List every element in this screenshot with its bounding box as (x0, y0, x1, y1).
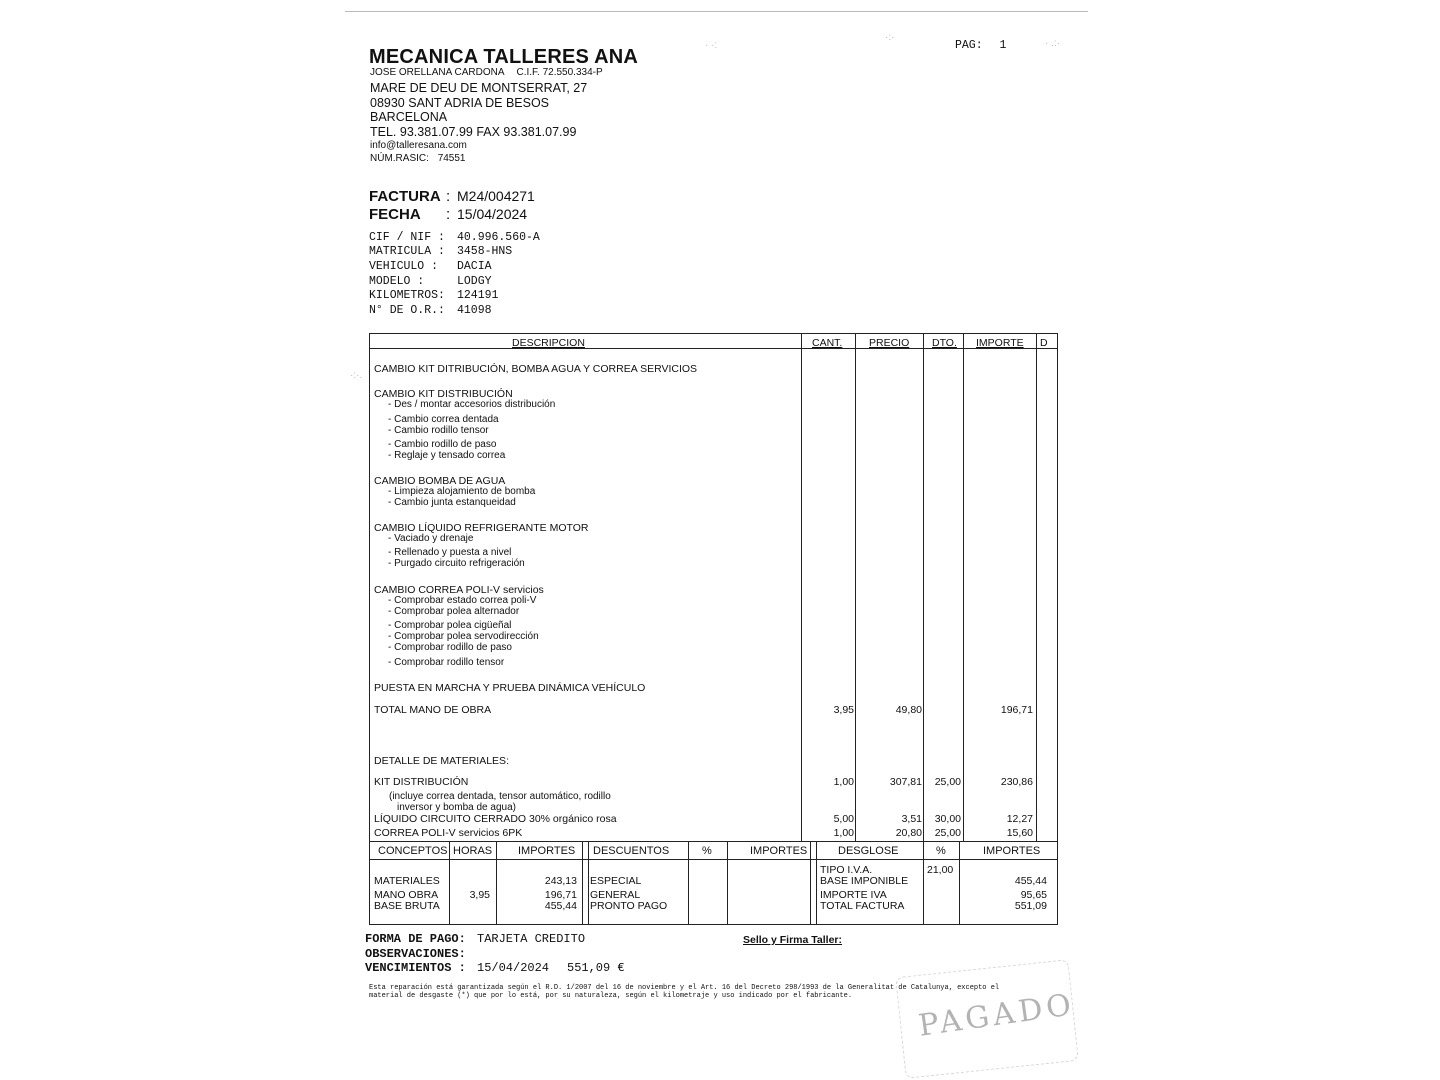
summary-total: 551,09 (1014, 900, 1047, 912)
mano-obra-importe: 196,71 (1000, 704, 1033, 716)
vencimientos-label: VENCIMIENTOS : (365, 961, 466, 975)
summary-divider (727, 841, 728, 924)
rasic-label: NÚM.RASIC: (370, 153, 429, 164)
company-street: MARE DE DEU DE MONTSERRAT, 27 (370, 81, 588, 95)
observaciones-label: OBSERVACIONES: (365, 947, 466, 961)
summary-header-conceptos: CONCEPTOS (378, 845, 448, 857)
line-subitem: - Comprobar polea servodirección (388, 631, 539, 642)
line-subitem: - Cambio rodillo tensor (388, 425, 489, 436)
mano-obra-cant: 3,95 (833, 704, 854, 716)
line-subitem: - Comprobar estado correa poli-V (388, 595, 537, 606)
factura-value: M24/004271 (457, 188, 535, 204)
factura-separator: : (446, 188, 451, 205)
line-material: KIT DISTRIBUCIÓN (374, 776, 469, 788)
summary-header-importes: IMPORTES (750, 845, 808, 857)
col-divider (801, 334, 802, 841)
line-subitem: - Reglaje y tensado correa (388, 450, 506, 461)
line-subitem: - Cambio correa dentada (388, 414, 499, 425)
summary-header-desglose: DESGLOSE (838, 845, 899, 857)
summary-horas: 3,95 (469, 889, 490, 901)
line-subitem: - Rellenado y puesta a nivel (388, 547, 512, 558)
header-d: D (1040, 337, 1048, 349)
summary-desglose: TIPO I.V.A. (820, 864, 873, 876)
vehicle-value: 124191 (457, 289, 499, 302)
invoice-table (369, 333, 1058, 925)
line-subitem: - Vaciado y drenaje (388, 533, 474, 544)
vehicle-value: LODGY (457, 275, 492, 288)
line-material-note: inversor y bomba de agua) (397, 802, 516, 813)
vencimientos-amount: 551,09 € (567, 961, 625, 975)
material-dto: 25,00 (934, 776, 961, 788)
summary-desglose: TOTAL FACTURA (820, 900, 905, 912)
page-number (955, 39, 1006, 52)
line-material: CORREA POLI-V servicios 6PK (374, 827, 523, 839)
scan-speck: · .:· (1045, 38, 1060, 49)
line-item: CAMBIO BOMBA DE AGUA (374, 475, 506, 487)
header-descripcion: DESCRIPCION (512, 337, 585, 349)
company-email: info@talleresana.com (370, 140, 467, 151)
summary-desglose: IMPORTE IVA (820, 889, 887, 901)
summary-header-pct: % (936, 845, 946, 857)
company-owner-line (370, 67, 603, 78)
line-item: CAMBIO KIT DITRIBUCIÓN, BOMBA AGUA Y CORREA SERVICIOS (374, 363, 698, 375)
company-phones: TEL. 93.381.07.99 FAX 93.381.07.99 (370, 125, 577, 139)
fecha-value: 15/04/2024 (457, 206, 528, 222)
scan-speck: ·:·. (350, 370, 363, 381)
line-item: CAMBIO CORREA POLI-V servicios (374, 584, 544, 596)
paid-stamp: PAGADO (916, 987, 1078, 1044)
line-item: CAMBIO LÍQUIDO REFRIGERANTE MOTOR (374, 522, 589, 534)
legal-text: Esta reparación está garantizada según el R.D. 1/2007 del 16 de noviembre y el Art. 16 del Decreto 298/1993 de la Generalitat de Catalunya, excepto el (369, 984, 1000, 992)
company-province: BARCELONA (370, 110, 448, 124)
page-top-rule (345, 11, 1088, 12)
summary-concepto: BASE BRUTA (374, 900, 440, 912)
header-precio: PRECIO (869, 337, 910, 349)
line-item: PUESTA EN MARCHA Y PRUEBA DINÁMICA VEHÍCULO (374, 682, 646, 694)
company-name: MECANICA TALLERES ANA (369, 46, 639, 68)
material-precio: 20,80 (895, 827, 922, 839)
line-subitem: - Comprobar polea cigüeñal (388, 620, 512, 631)
vehicle-value: 40.996.560-A (457, 231, 540, 244)
col-divider (1036, 334, 1037, 841)
line-subitem: - Cambio rodillo de paso (388, 439, 497, 450)
company-rasic (370, 153, 466, 164)
scan-speck: ·:· (885, 32, 895, 43)
fecha-label: FECHA (369, 206, 421, 223)
summary-desglose: BASE IMPONIBLE (820, 875, 909, 887)
summary-divider (923, 841, 924, 924)
page-label: PAG: (955, 39, 983, 52)
line-detalle-materiales: DETALLE DE MATERIALES: (374, 755, 509, 767)
summary-total: 455,44 (1014, 875, 1047, 887)
legal-text: material de desgaste (*) que por lo está, por su naturaleza, según el kilometraje y uso indicado por el fabricante. (369, 992, 853, 1000)
line-item: CAMBIO KIT DISTRIBUCIÓN (374, 388, 513, 400)
summary-divider (588, 841, 589, 924)
line-subitem: - Comprobar polea alternador (388, 606, 520, 617)
summary-divider (959, 841, 960, 924)
line-subitem: - Comprobar rodillo tensor (388, 657, 505, 668)
material-importe: 12,27 (1006, 813, 1033, 825)
vehicle-label: N° DE O.R.: (369, 304, 445, 317)
col-divider (923, 334, 924, 841)
material-precio: 307,81 (889, 776, 922, 788)
summary-descuento: ESPECIAL (590, 875, 642, 887)
summary-divider (582, 841, 583, 924)
summary-header-importes: IMPORTES (518, 845, 576, 857)
vehicle-value: 3458-HNS (457, 245, 513, 258)
page-value: 1 (999, 39, 1007, 52)
material-cant: 5,00 (833, 813, 854, 825)
summary-divider (449, 841, 450, 924)
company-owner: JOSE ORELLANA CARDONA (370, 67, 505, 78)
line-material: LÍQUIDO CIRCUITO CERRADO 30% orgánico rosa (374, 813, 617, 825)
summary-header-pct: % (702, 845, 712, 857)
line-subitem: - Cambio junta estanqueidad (388, 497, 516, 508)
summary-header-descuentos: DESCUENTOS (593, 845, 670, 857)
line-subitem: - Des / montar accesorios distribución (388, 399, 556, 410)
vencimientos-date: 15/04/2024 (477, 961, 550, 975)
vehicle-value: DACIA (457, 260, 492, 273)
summary-importe: 243,13 (544, 875, 577, 887)
summary-header-rule (370, 859, 1057, 860)
summary-divider (688, 841, 689, 924)
material-dto: 25,00 (934, 827, 961, 839)
header-cant: CANT. (812, 337, 843, 349)
summary-importe: 196,71 (544, 889, 577, 901)
summary-tipo-iva: 21,00 (927, 864, 954, 876)
material-importe: 15,60 (1006, 827, 1033, 839)
vehicle-label: CIF / NIF : (369, 231, 445, 244)
line-subitem: - Purgado circuito refrigeración (388, 558, 525, 569)
vehicle-label: MODELO : (369, 275, 425, 288)
factura-label: FACTURA (369, 188, 441, 205)
mano-obra-precio: 49,80 (895, 704, 922, 716)
col-divider (855, 334, 856, 841)
vehicle-label: MATRICULA : (369, 245, 445, 258)
header-dto: DTO. (932, 337, 957, 349)
fecha-separator: : (446, 206, 451, 223)
vehicle-value: 41098 (457, 304, 492, 317)
summary-header-importes: IMPORTES (983, 845, 1041, 857)
sello-firma-label: Sello y Firma Taller: (743, 934, 843, 946)
company-cif: C.I.F. 72.550.334-P (516, 67, 603, 78)
material-precio: 3,51 (901, 813, 922, 825)
summary-descuento: GENERAL (590, 889, 641, 901)
material-dto: 30,00 (934, 813, 961, 825)
summary-descuento: PRONTO PAGO (590, 900, 668, 912)
forma-pago-value: TARJETA CREDITO (477, 932, 586, 946)
material-importe: 230,86 (1000, 776, 1033, 788)
summary-total: 95,65 (1020, 889, 1047, 901)
forma-pago-label: FORMA DE PAGO: (365, 932, 466, 946)
header-importe: IMPORTE (976, 337, 1024, 349)
vehicle-label: VEHICULO : (369, 260, 439, 273)
company-city: 08930 SANT ADRIA DE BESOS (370, 96, 550, 110)
line-subitem: - Limpieza alojamiento de bomba (388, 486, 536, 497)
line-material-note: (incluye correa dentada, tensor automático, rodillo (389, 791, 611, 802)
summary-divider (496, 841, 497, 924)
material-cant: 1,00 (833, 827, 854, 839)
summary-divider (810, 841, 811, 924)
summary-concepto: MANO OBRA (374, 889, 439, 901)
summary-importe: 455,44 (544, 900, 577, 912)
material-cant: 1,00 (833, 776, 854, 788)
summary-header-horas: HORAS (453, 845, 493, 857)
vehicle-label: KILOMETROS: (369, 289, 445, 302)
summary-divider (816, 841, 817, 924)
col-divider (963, 334, 964, 841)
scan-speck: · ·: (705, 40, 718, 51)
line-subitem: - Comprobar rodillo de paso (388, 642, 512, 653)
line-total-mano-obra: TOTAL MANO DE OBRA (374, 704, 492, 716)
summary-rule (370, 841, 1057, 842)
summary-concepto: MATERIALES (374, 875, 440, 887)
rasic-value: 74551 (437, 153, 466, 164)
